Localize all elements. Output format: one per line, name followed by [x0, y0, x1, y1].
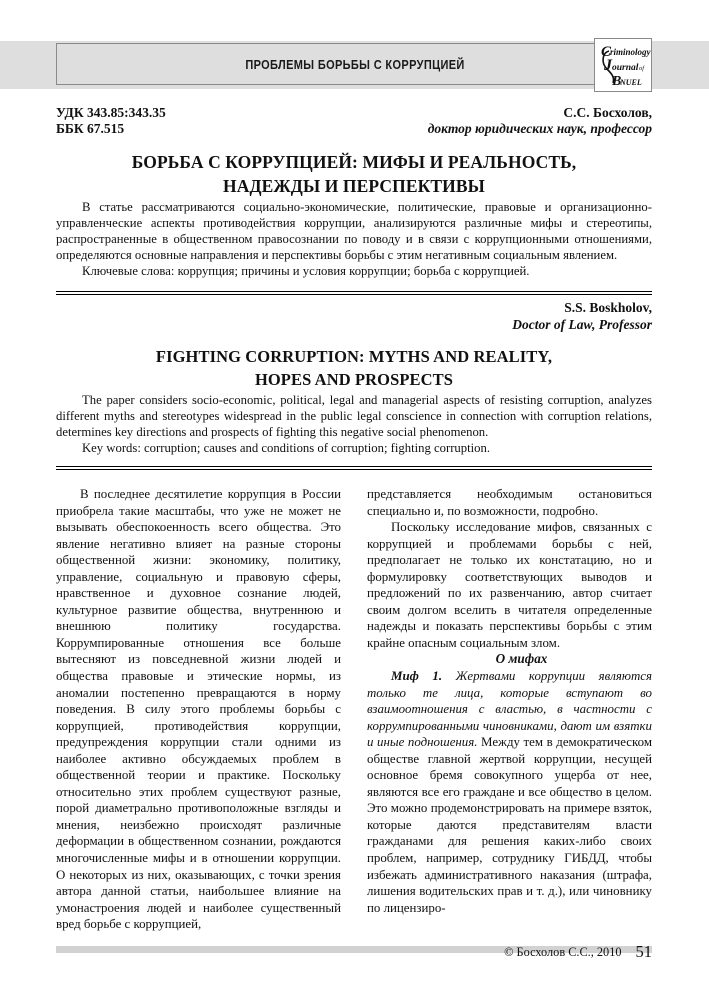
abstract-en-keywords: Key words: corruption; causes and conditions of corruption; fighting corruption.: [82, 441, 491, 456]
article-title-en-line1: FIGHTING CORRUPTION: MYTHS AND REALITY,: [155, 347, 553, 366]
abstract-ru-keywords: Ключевые слова: коррупция; причины и условия коррупции; борьба с коррупцией.: [82, 264, 530, 279]
journal-logo-mark: [595, 39, 651, 91]
author-name-en: S.S. Boskholov,: [564, 300, 652, 315]
body-columns: [56, 486, 652, 932]
svg-text:C: C: [601, 44, 612, 60]
article-title-ru: [56, 150, 652, 198]
myth-commentary: Между тем в демократическом обществе главной жертвой коррупции, несущей основное бремя совокупного ущерба от нее, являются все его граждане и все общество в целом. Это можно продемонстрировать на примере взяток, которые даются представителям власти гражданами для решения каких-либо своих проблем, например, сотруднику ГИБДД, чтобы избежать административного наказания (штрафа, лишения водительских прав и т. д.), или чиновнику по лицензиро-: [367, 735, 652, 915]
abstract-ru-body: В статье рассматриваются социально-экономические, политические, правовые и организационно-управленческие аспекты противодействия коррупции, анализируются различные мифы и стереотипы, распространенные в общественном правосознании по поводу и в связи с коррупционными отношениями, определяются основные направления и перспективы борьбы с этим негативным социальным явлением.: [56, 200, 652, 263]
running-head-title: ПРОБЛЕМЫ БОРЬБЫ С КОРРУПЦИЕЙ: [245, 58, 465, 72]
section-divider-top: [56, 291, 652, 295]
myth-paragraph: [367, 668, 652, 916]
body-column-right: [367, 486, 652, 926]
body-paragraph-continuation: представляется необходимым остановиться специально и, по возможности, подробно.: [367, 487, 652, 518]
abstract-ru: [56, 199, 652, 279]
section-divider-bottom: [56, 466, 652, 470]
identifier-author-block: [56, 105, 652, 137]
author-block-en: [56, 300, 652, 333]
criminology-journal-logo: [594, 38, 652, 92]
author-block-ru: [428, 105, 652, 137]
abstract-en-body: The paper considers socio-economic, political, legal and managerial aspects of resisting corruption, analyzes different myths and stereotypes widespread in the public legal conscience in connection with corruption relations, determines key directions and prospects of fighting this negative social phenomenon.: [56, 393, 652, 440]
udk-code: УДК 343.85:343.35: [56, 105, 166, 120]
svg-text:NUEL: NUEL: [620, 78, 642, 87]
article-title-ru-line2: НАДЕЖДЫ И ПЕРСПЕКТИВЫ: [223, 176, 485, 196]
copyright-notice: © Босхолов С.С., 2010: [504, 945, 622, 959]
article-title-en-line2: HOPES AND PROSPECTS: [254, 370, 454, 389]
running-head-box: [56, 43, 652, 85]
footer: [56, 944, 652, 960]
author-degree-en: Doctor of Law, Professor: [512, 316, 652, 332]
body-paragraph: В последнее десятилетие коррупция в России приобрела такие масштабы, что уже не может не вызывать обеспокоенность всего общества. Это явление негативно влияет на разные стороны общественной жизни: экономику, политику, управление, социальную и правовую сферы, нравственное и духовное сознание людей, культурное развитие общества, внутреннюю и внешнюю политику государства. Коррумпированные отношения все больше вытесняют из повседневной жизни людей и общества правовые и этические нормы, из аномалии постепенно превращаются в норму поведения. В силу этого проблемы борьбы с коррупцией, противодействия коррупции, предупреждения коррупции стали одними из наиболее активно обсуждаемых проблем в общественной теории и практике. Поскольку относительно этих проблем существуют разные, порой диаметрально противоположные взгляды и мнения, неизбежно происходят различные деформации в общественном сознании, рождаются многочисленные мифы и в отношении коррупции. О некоторых из них, оказывающих, с точки зрения автора данной статьи, наибольшее влияние на умонастроения людей и наиболее существенный вред борьбе с коррупцией,: [56, 487, 341, 932]
author-degree-ru: доктор юридических наук, профессор: [427, 121, 652, 136]
myth-statement: Жертвами коррупции являются только те лица, которые вступают во взаимоотношения с властью, в частности с коррумпированными чиновниками, дают им взятки и иные подношения.: [367, 669, 652, 750]
section-subheading: О мифах: [495, 651, 548, 667]
svg-text:B: B: [612, 74, 622, 89]
classification-codes: [56, 105, 166, 137]
svg-text:of: of: [639, 65, 645, 72]
page-number: 51: [635, 942, 652, 961]
body-column-left: [56, 486, 341, 932]
author-name-ru: С.С. Босхолов,: [563, 105, 652, 120]
svg-text:ournal: ournal: [612, 63, 639, 73]
article-title-ru-line1: БОРЬБА С КОРРУПЦИЕЙ: МИФЫ И РЕАЛЬНОСТЬ,: [131, 152, 577, 172]
svg-text:J: J: [604, 57, 612, 74]
bbk-code: ББК 67.515: [56, 121, 125, 136]
svg-text:riminology: riminology: [610, 47, 651, 57]
abstract-en: [56, 392, 652, 456]
myth-label: Миф 1.: [391, 669, 443, 684]
article-title-en: [56, 345, 652, 391]
body-paragraph: Поскольку исследование мифов, связанных с коррупцией и проблемами борьбы с ней, предполагает не только их констатацию, но и формулировку соответствующих выводов и предложений по их развенчанию, автор считает своим долгом вселить в читателя определенные надежды и показать перспективы борьбы с этим крайне опасным социальным злом.: [367, 520, 652, 650]
